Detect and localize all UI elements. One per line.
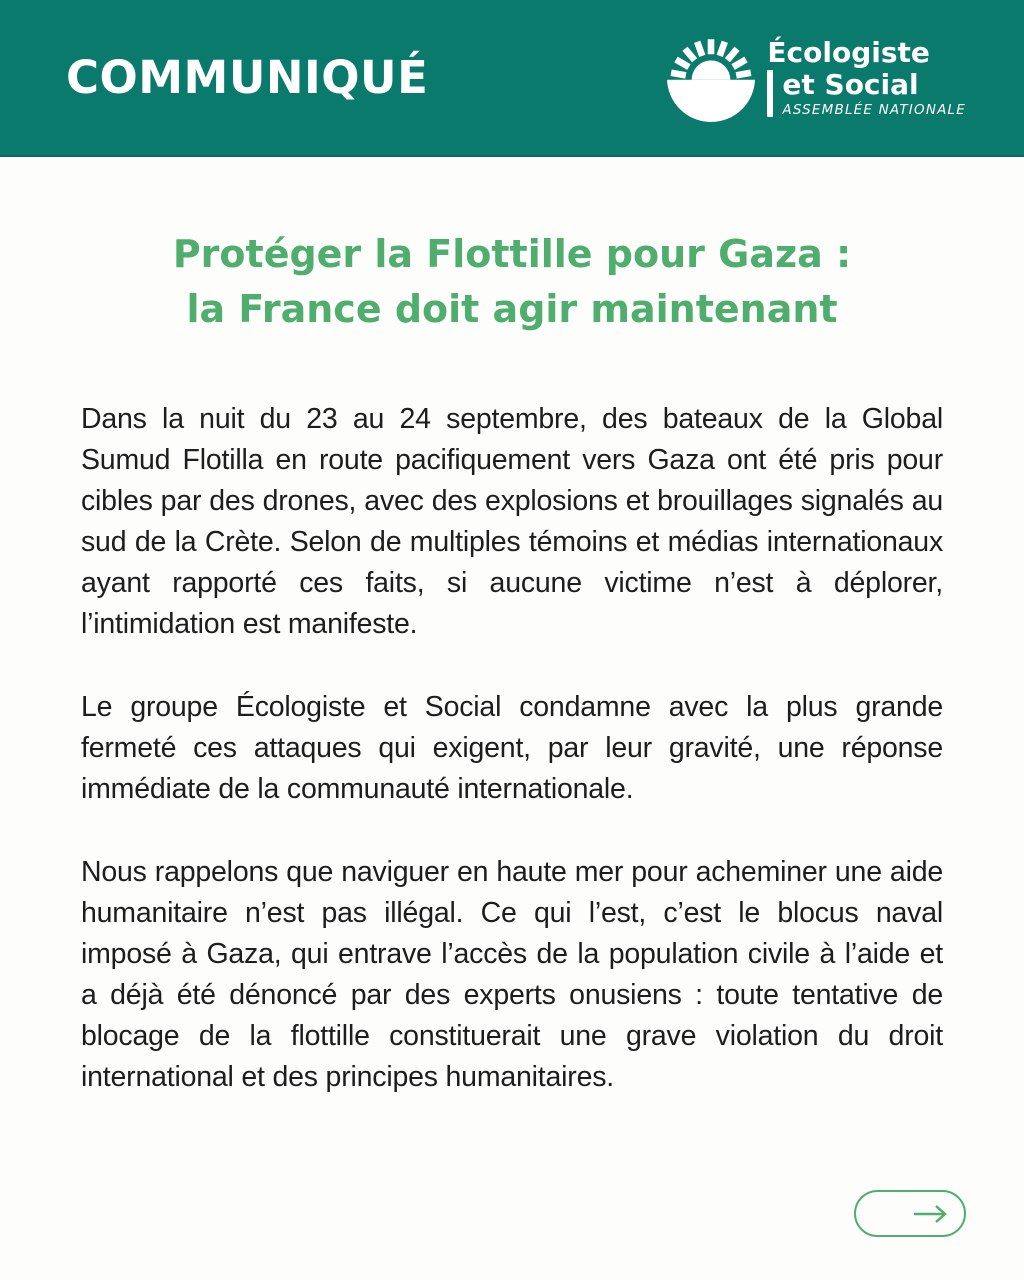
body-paragraph: Le groupe Écologiste et Social condamne avec la plus grande fermeté ces attaques qui exigent, par leur gravité, une réponse immédiate de la communauté internationale. — [81, 691, 943, 806]
title-line-1: Protéger la Flottille pour Gaza : — [172, 232, 852, 276]
title-line-2: la France doit agir maintenant — [186, 287, 838, 332]
next-page-button[interactable] — [854, 1190, 966, 1237]
arrow-right-icon — [911, 1203, 951, 1225]
logo-subtitle: ASSEMBLÉE NATIONALE — [782, 101, 966, 118]
header-band — [0, 0, 1024, 157]
communique-kicker: COMMUNIQUÉ — [66, 51, 429, 104]
press-release-title — [0, 227, 1024, 337]
party-logo — [667, 34, 966, 122]
logo-text-block — [767, 38, 966, 117]
logo-name-line2: et Social — [782, 67, 919, 101]
sunrise-logo-icon — [667, 34, 755, 122]
logo-divider — [767, 70, 773, 117]
logo-name-line1: Écologiste — [767, 36, 930, 70]
press-release-body — [81, 399, 943, 1098]
body-paragraph: Dans la nuit du 23 au 24 septembre, des bateaux de la Global Sumud Flotilla en route pacifiquement vers Gaza ont été pris pour cibles par des drones, avec des explosions et brouillages signalés au sud de la Crète. Selon de multiples témoins et médias internationaux ayant rapporté ces faits, si aucune victime n’est à déplorer, l’intimidation est manifeste. — [81, 403, 943, 641]
body-paragraph: Nous rappelons que naviguer en haute mer pour acheminer une aide humanitaire n’est pas illégal. Ce qui l’est, c’est le blocus naval imposé à Gaza, qui entrave l’accès de la population civile à l’aide et a déjà été dénoncé par des experts onusiens : toute tentative de blocage de la flottille constituerait une grave violation du droit international et des principes humanitaires. — [81, 856, 943, 1094]
